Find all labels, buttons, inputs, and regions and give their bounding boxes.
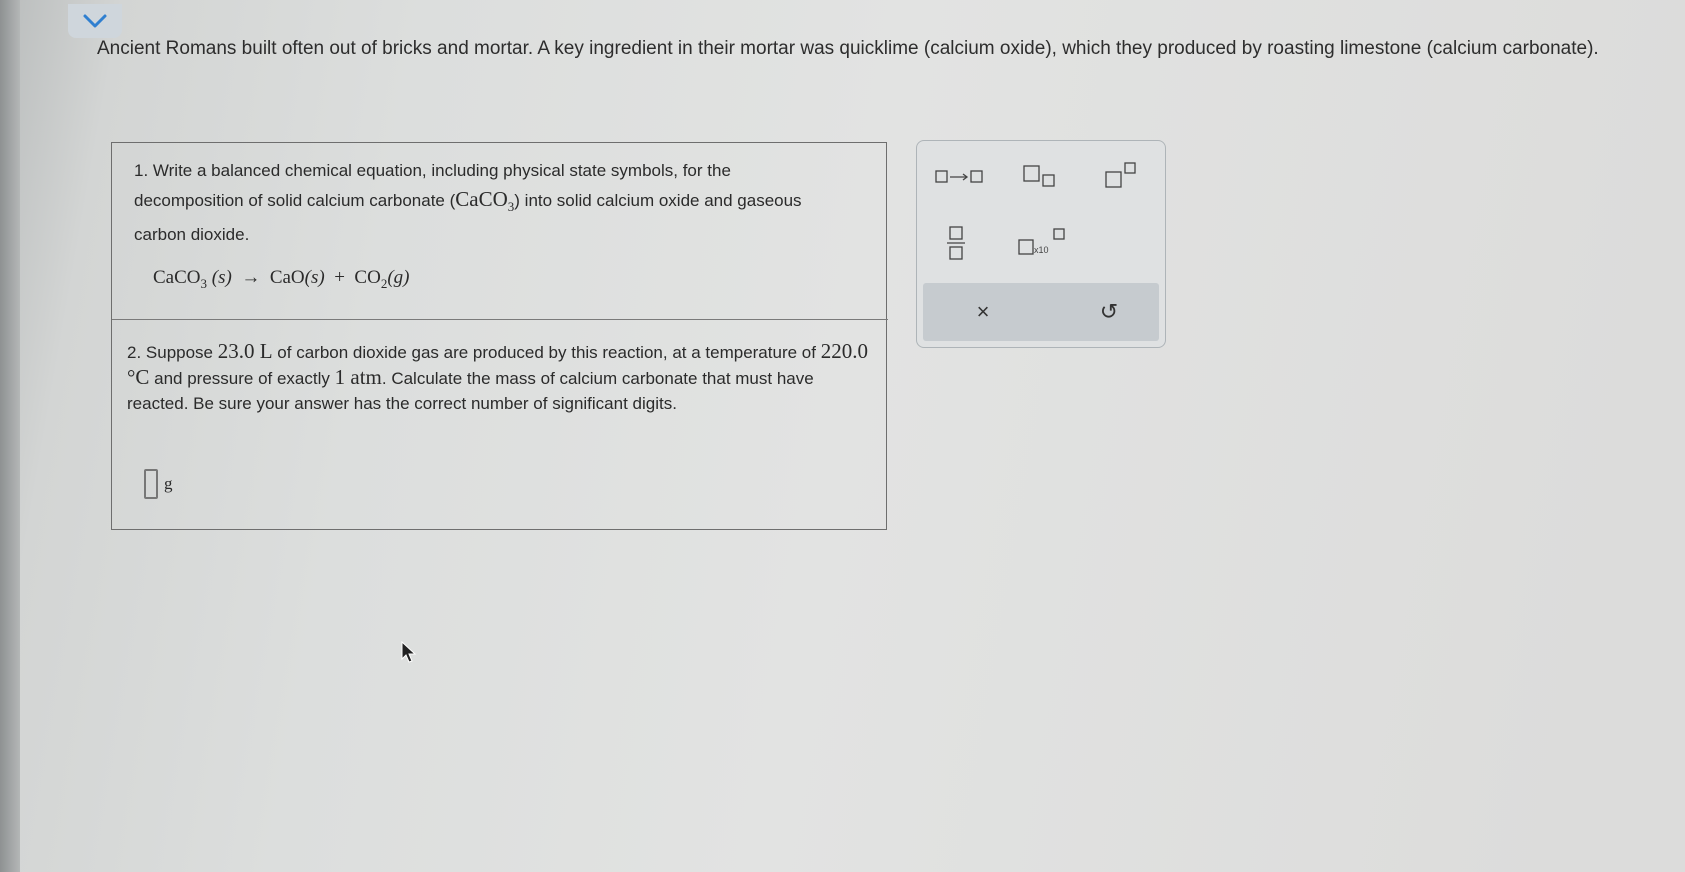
balanced-equation: CaCO$_3$ $(s) \to CaO(s) + CO_2(g)$ [153,267,410,291]
scientific-notation-icon [1015,226,1071,260]
x10-label: x10 [1034,245,1049,255]
reaction-arrow-icon [934,167,986,187]
close-icon: × [976,299,990,324]
answer-input[interactable] [144,469,158,499]
unit-label: g [164,474,173,493]
temperature-value: 220.0 °C [127,339,868,389]
collapse-button[interactable] [68,4,122,38]
question-1-text: 1. Write a balanced chemical equation, including physical state symbols, for the decomposition of solid calcium carbonate (CaCO$_3$) into solid calcium oxide and gaseous carbon dioxide. [134,161,802,244]
undo-button[interactable] [1089,293,1129,331]
chevron-down-icon [82,13,108,29]
action-bar [923,283,1159,341]
reaction-arrow: → [241,267,261,288]
subscript-icon [1022,162,1060,190]
undo-icon: ↺ [1099,299,1119,324]
question-2-text: 2. Suppose 23.0 L of carbon dioxide gas are produced by this reaction, at a temperature of 220.0 °C and pressure of exactly 1 atm. Calculate the mass of calcium carbonate that must have reacted. Be sure your answer has the correct number of significant digits. [127,339,868,413]
formula-caco3: CaCO$_3$ [455,187,515,214]
reaction-arrow-tool[interactable] [933,165,987,189]
clear-button[interactable] [963,293,1003,331]
section-divider [112,319,888,320]
superscript-icon [1104,161,1142,191]
math-toolbox [916,140,1166,348]
subscript-tool[interactable] [1021,161,1061,191]
fraction-tool[interactable] [939,221,973,265]
fraction-icon [944,223,968,263]
scientific-notation-tool[interactable] [1015,225,1071,261]
pressure-value: 1 atm [334,365,382,389]
intro-text: Ancient Romans built often out of bricks and mortar. A key ingredient in their mortar was quicklime (calcium oxide), which they produced by roasting limestone (calcium carbonate). [97,38,1599,59]
superscript-tool[interactable] [1103,159,1143,193]
answer-row [144,469,173,499]
screen-edge [0,0,20,872]
question-box [111,142,887,530]
mouse-cursor-icon [400,640,418,664]
volume-value: 23.0 L [217,339,273,363]
